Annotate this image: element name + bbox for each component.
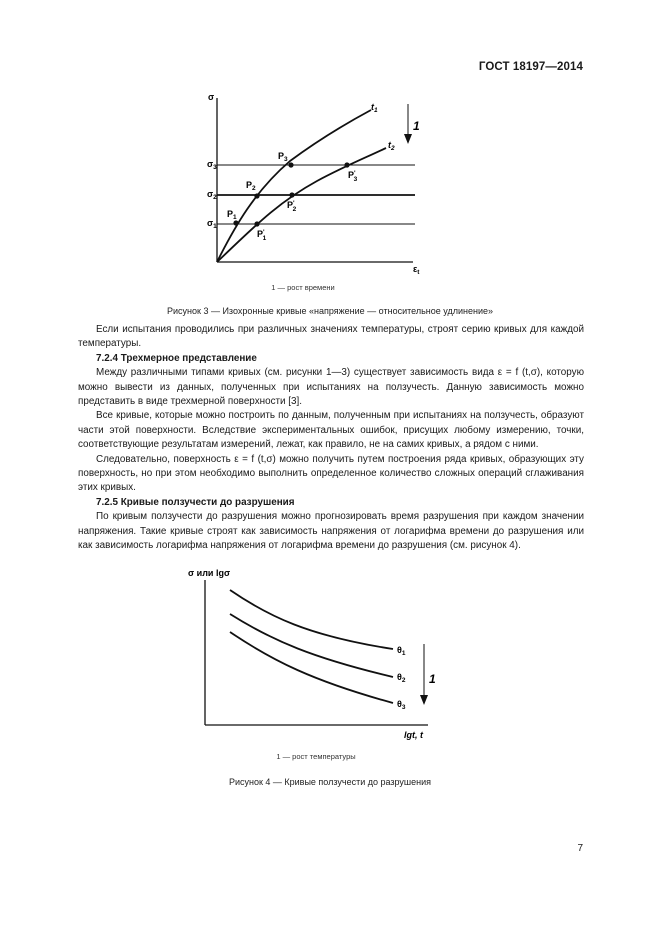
curve-label-theta-2: $\theta_2$ — [397, 672, 406, 684]
page-number: 7 — [577, 843, 583, 854]
point-label-p2: $P_2$ — [246, 180, 256, 192]
point-p3 — [288, 162, 293, 167]
point-p2-prime — [289, 192, 294, 197]
axis-x-label: lgt, t — [404, 730, 423, 740]
curve-label-theta-1: $\theta_1$ — [397, 645, 406, 657]
point-p2 — [254, 193, 259, 198]
curve-theta-1 — [230, 590, 393, 649]
axis-y-label: σ или lgσ — [188, 568, 231, 578]
point-label-p1-prime: P' 1 — [257, 229, 267, 242]
figure-3-caption: Рисунок 3 — Изохронные кривые «напряжение — относительное удлинение» — [167, 306, 493, 316]
arrow-label: 1 — [413, 119, 420, 133]
point-label-p2-prime: P' 2 — [287, 200, 297, 213]
section-heading-7-2-5: 7.2.5 Кривые ползучести до разрушения — [96, 496, 295, 508]
figure-4-caption: Рисунок 4 — Кривые ползучести до разрушения — [228, 777, 432, 787]
level-label-sigma-2: $\sigma_2$ — [207, 189, 217, 201]
point-label-p3-prime: P' 3 — [348, 170, 358, 183]
point-p1 — [233, 220, 238, 225]
point-p3-prime — [344, 162, 349, 167]
curve-label-t2: $t_2$ — [388, 140, 395, 152]
paragraph-temperature-series: Если испытания проводились при различных значениях температуры, строят серию кривых для каждой температуры. — [78, 324, 584, 350]
axis-x-label: $\varepsilon_t$ — [413, 264, 420, 276]
level-label-sigma-3: $\sigma_3$ — [207, 159, 217, 171]
point-label-p3: $P_3$ — [278, 151, 288, 163]
standard-number: ГОСТ 18197—2014 — [478, 61, 583, 73]
arrow-label: 1 — [429, 672, 436, 686]
figure-3-diagram — [195, 86, 445, 281]
point-label-p1: $P_1$ — [227, 209, 237, 221]
curve-theta-3 — [230, 632, 393, 703]
body-text — [78, 323, 584, 554]
figure-3-note: 1 — рост времени — [271, 283, 335, 292]
point-p1-prime — [254, 221, 259, 226]
paragraph-smoothing: Следовательно, поверхность ε = f (t,σ) можно получить путем построения ряда кривых, образующих эту поверхность, но при этом необходимо выполнить определенное количество сложных операций сглаживания этих кривых. — [78, 453, 584, 494]
figure-4-note: 1 — рост температуры — [276, 752, 356, 761]
curve-label-theta-3: $\theta_3$ — [397, 699, 406, 711]
section-heading-7-2-4: 7.2.4 Трехмерное представление — [96, 352, 257, 364]
level-label-sigma-1: $\sigma_1$ — [207, 218, 217, 230]
figure-3-isochronous-curves — [195, 86, 445, 281]
time-arrow-icon — [404, 134, 412, 144]
paragraph-surface-parts: Все кривые, которые можно построить по данным, полученным при испытаниях на ползучесть, образуют части этой поверхности. Вследствие экспериментальных ошибок, присущих любому измерению, точки, соответствующие результатам измерений, лежат, как правило, не на самих кривых, а рядом с ними. — [78, 410, 584, 451]
figure-4-creep-rupture-curves — [188, 566, 448, 744]
paragraph-rupture-curves: По кривым ползучести до разрушения можно прогнозировать время разрушения при каждом значении напряжения. Такие кривые строят как зависимость напряжения от логарифма времени до разрушения или как зависимость логарифма напряжения от логарифма времени до разрушения (см. рисунок 4). — [78, 511, 584, 552]
figure-4-diagram — [188, 566, 448, 744]
paragraph-dependency: Между различными типами кривых (см. рисунки 1—3) существует зависимость вида ε = f (t,σ), которую можно вывести из данных, полученных при испытаниях на ползучесть. Данную зависимость можно представить в виде трехмерной поверхности [3]. — [78, 367, 584, 408]
temperature-arrow-icon — [420, 695, 428, 705]
axis-y-label: σ — [208, 92, 215, 102]
curve-label-t1: $t_1$ — [371, 102, 378, 114]
